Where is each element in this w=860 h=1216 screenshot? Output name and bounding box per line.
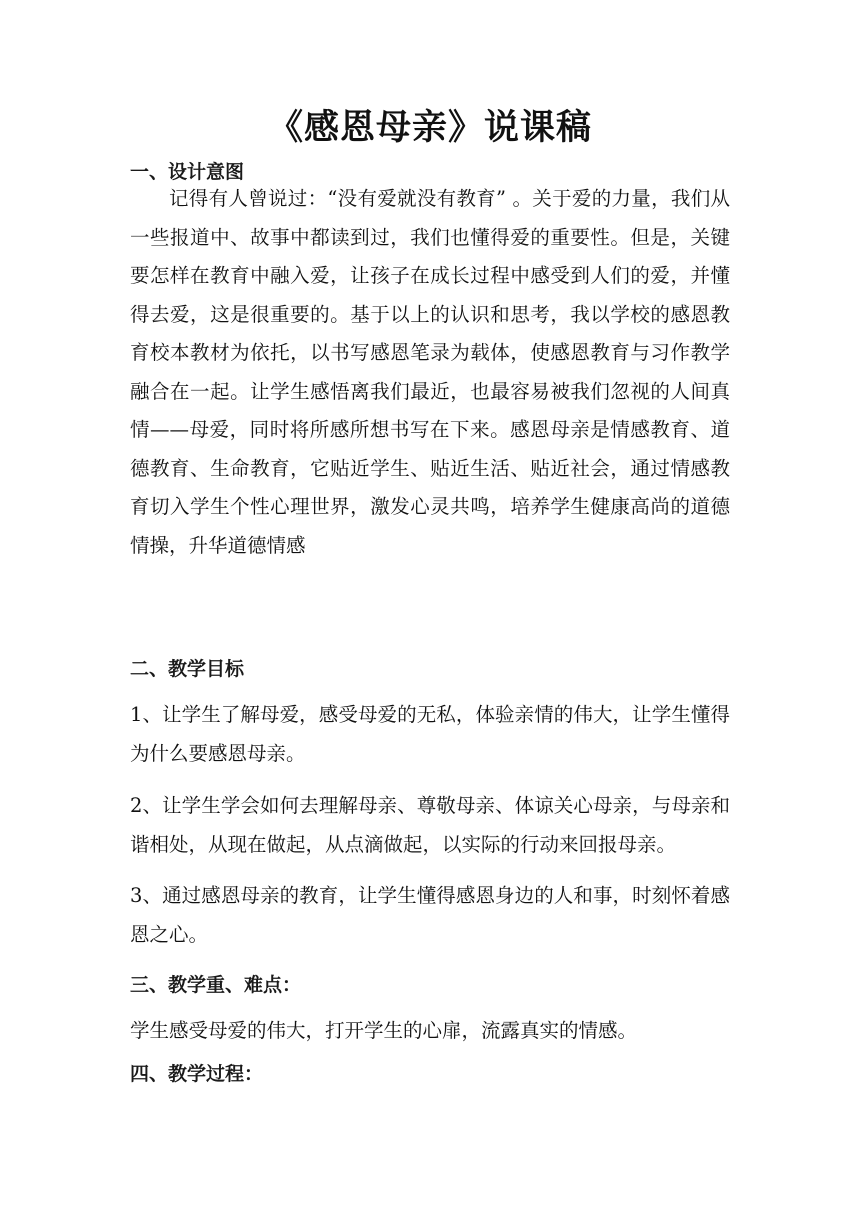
section-heading-teaching-goals: 二、教学目标 — [130, 658, 245, 680]
section-heading-key-points: 三、教学重、难点： — [130, 974, 302, 996]
teaching-goal-item-2: 2、让学生学会如何去理解母亲、尊敬母亲、体谅关心母亲，与母亲和谐相处，从现在做起，从点滴做起，以实际的行动来回报母亲。 — [130, 794, 730, 856]
key-points-paragraph: 学生感受母爱的伟大，打开学生的心扉，流露真实的情感。 — [130, 1019, 638, 1042]
document-title: 《感恩母亲》说课稿 — [267, 108, 592, 148]
section-heading-design-intent: 一、设计意图 — [130, 161, 245, 183]
design-intent-paragraph: 记得有人曾说过：“没有爱就没有教育” 。关于爱的力量，我们从一些报道中、故事中都读到过，我们也懂得爱的重要性。但是，关键要怎样在教育中融入爱，让孩子在成长过程中感受到人们的爱，并懂得去爱，这是很重要的。基于以上的认识和思考，我以学校的感恩教育校本教材为依托，以书写感恩笔录为载体，使感恩教育与习作教学融合在一起。让学生感悟离我们最近，也最容易被我们忽视的人间真情——母爱，同时将所感所想书写在下来。感恩母亲是情感教育、道德教育、生命教育，它贴近学生、贴近生活、贴近社会，通过情感教育切入学生个性心理世界，激发心灵共鸣，培养学生健康高尚的道德情操，升华道德情感 — [130, 187, 730, 557]
teaching-goal-item-3: 3、通过感恩母亲的教育，让学生懂得感恩身边的人和事，时刻怀着感恩之心。 — [130, 884, 730, 946]
teaching-goal-item-1: 1、让学生了解母爱，感受母爱的无私，体验亲情的伟大，让学生懂得为什么要感恩母亲。 — [130, 703, 730, 765]
section-heading-teaching-process: 四、教学过程： — [130, 1063, 264, 1085]
